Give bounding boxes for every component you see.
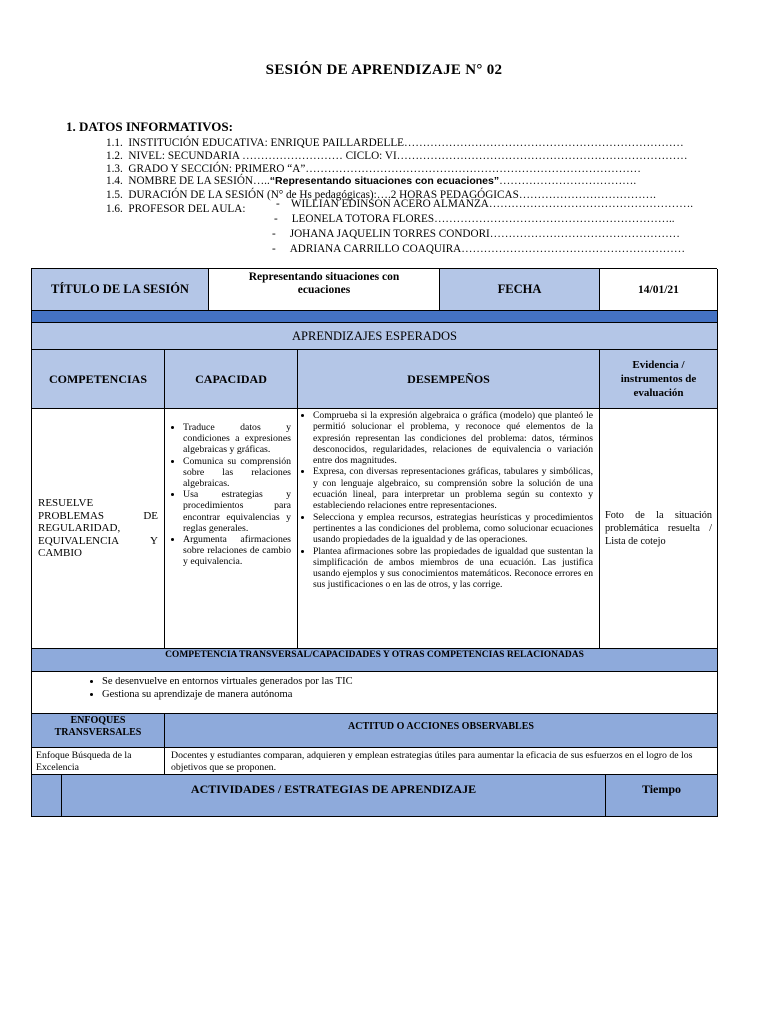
document-title: SESIÓN DE APRENDIZAJE N° 02: [265, 62, 503, 78]
capacidad-cell: [165, 409, 298, 649]
professor-line: - WILLIAN EDINSON ACERO ALMANZA……………………………………………….: [276, 198, 694, 210]
transversal-heading: COMPETENCIA TRANSVERSAL/CAPACIDADES Y OTRAS COMPETENCIAS RELACIONADAS: [32, 649, 718, 672]
enfoques-header: ENFOQUES TRANSVERSALES: [32, 714, 165, 748]
competencias-header: COMPETENCIAS: [32, 350, 165, 409]
actitud-value-cell: Docentes y estudiantes comparan, adquieren y emplean estrategias útiles para aumentar la eficacia de sus esfuerzos en el logro de los objetivos que se proponen.: [165, 748, 718, 775]
professor-line: - JOHANA JAQUELIN TORRES CONDORI……………………………………………: [272, 228, 680, 240]
session-table: [31, 268, 717, 817]
fecha-label-cell: FECHA: [440, 269, 600, 311]
transversal-list: [82, 675, 717, 701]
list-item: • Traduce datos y condiciones a expresiones algebraicas y gráficas.: [183, 422, 291, 456]
info-line: 1.3. GRADO Y SECCIÓN: PRIMERO “A”………………………………………………………………………………: [106, 163, 641, 175]
transversal-items-cell: [32, 672, 718, 714]
list-item: • Plantea afirmaciones sobre las propiedades de igualdad que sustentan la simplificación de ambos miembros de una ecuación. Las justifica usando ejemplos y sus conocimientos matemáticos. Reconoce errores en sus justificaciones o en las de otros, y las corrige.: [313, 546, 593, 591]
list-item: • Argumenta afirmaciones sobre relaciones de cambio y equivalencia.: [183, 534, 291, 568]
section-heading: 1. DATOS INFORMATIVOS:: [66, 119, 233, 134]
list-item: • Se desenvuelve en entornos virtuales generados por las TIC: [102, 675, 717, 688]
info-line: 1.4. NOMBRE DE LA SESIÓN…..“Representando situaciones con ecuaciones”……………………………….: [106, 175, 637, 187]
evidencia-text: Foto de la situación problemática resuelta / Lista de cotejo: [605, 510, 712, 547]
info-line: 1.2. NIVEL: SECUNDARIA ……………………… CICLO: VI……………………………………………………………………: [106, 150, 688, 162]
info-line: 1.1. INSTITUCIÓN EDUCATIVA: ENRIQUE PAILLARDELLE…………………………………………………………………: [106, 137, 684, 149]
enfoque-value-cell: Enfoque Búsqueda de la Excelencia: [32, 748, 165, 775]
desempenos-header: DESEMPEÑOS: [298, 350, 600, 409]
evidencia-cell: [600, 409, 718, 649]
competencia-text: RESUELVE PROBLEMAS DE REGULARIDAD, EQUIVALENCIA Y CAMBIO: [38, 497, 158, 560]
list-item: • Comprueba si la expresión algebraica o gráfica (modelo) que planteó le permitió solucionar el problema, y reconoce qué elementos de la expresión representan las condiciones del problema: datos, términos desconocidos, regularidades, relaciones de equivalencia o variación entre dos magnitudes.: [313, 410, 593, 466]
list-item: • Usa estrategias y procedimientos para encontrar equivalencias y reglas generales.: [183, 489, 291, 534]
capacidad-list: [171, 422, 291, 568]
professor-line: - ADRIANA CARRILLO COAQUIRA……………………………………………………: [272, 243, 686, 255]
titulo-label-cell: TÍTULO DE LA SESIÓN: [32, 269, 209, 311]
separator-bar: [32, 311, 718, 323]
titulo-value-cell: Representando situaciones con ecuaciones: [209, 269, 440, 311]
info-line: 1.6. PROFESOR DEL AULA:: [106, 203, 246, 215]
evidencia-header: Evidencia / instrumentos de evaluación: [600, 350, 718, 409]
desempenos-cell: [298, 409, 600, 649]
actividades-spacer: [32, 775, 62, 817]
fecha-value-cell: 14/01/21: [600, 269, 718, 311]
info-line: 1.5. DURACIÓN DE LA SESIÓN (N° de Hs pedagógicas):….2 HORAS PEDAGÓGICAS……………………………….: [106, 189, 656, 201]
aprendizajes-heading: APRENDIZAJES ESPERADOS: [32, 323, 718, 350]
tiempo-header: Tiempo: [606, 775, 718, 817]
list-item: • Comunica su comprensión sobre las relaciones algebraicas.: [183, 456, 291, 490]
list-item: • Expresa, con diversas representaciones gráficas, tabulares y simbólicas, y con lenguaje algebraico, su comprensión sobre la solución de una ecuación lineal, para interpretar un problema según su contexto y estableciendo relaciones entre representaciones.: [313, 466, 593, 511]
actitud-header: ACTITUD O ACCIONES OBSERVABLES: [165, 714, 718, 748]
desempenos-list: [301, 410, 593, 591]
capacidad-header: CAPACIDAD: [165, 350, 298, 409]
list-item: • Gestiona su aprendizaje de manera autónoma: [102, 688, 717, 701]
actividades-header: ACTIVIDADES / ESTRATEGIAS DE APRENDIZAJE: [62, 775, 606, 817]
competencia-cell: [32, 409, 165, 649]
professor-line: - LEONELA TOTORA FLORES………………………………………………………..: [274, 213, 675, 225]
list-item: • Selecciona y emplea recursos, estrategias heurísticas y procedimientos pertinentes a las condiciones del problema, como solucionar ecuaciones usando propiedades de la igualdad y de las operaciones.: [313, 512, 593, 546]
